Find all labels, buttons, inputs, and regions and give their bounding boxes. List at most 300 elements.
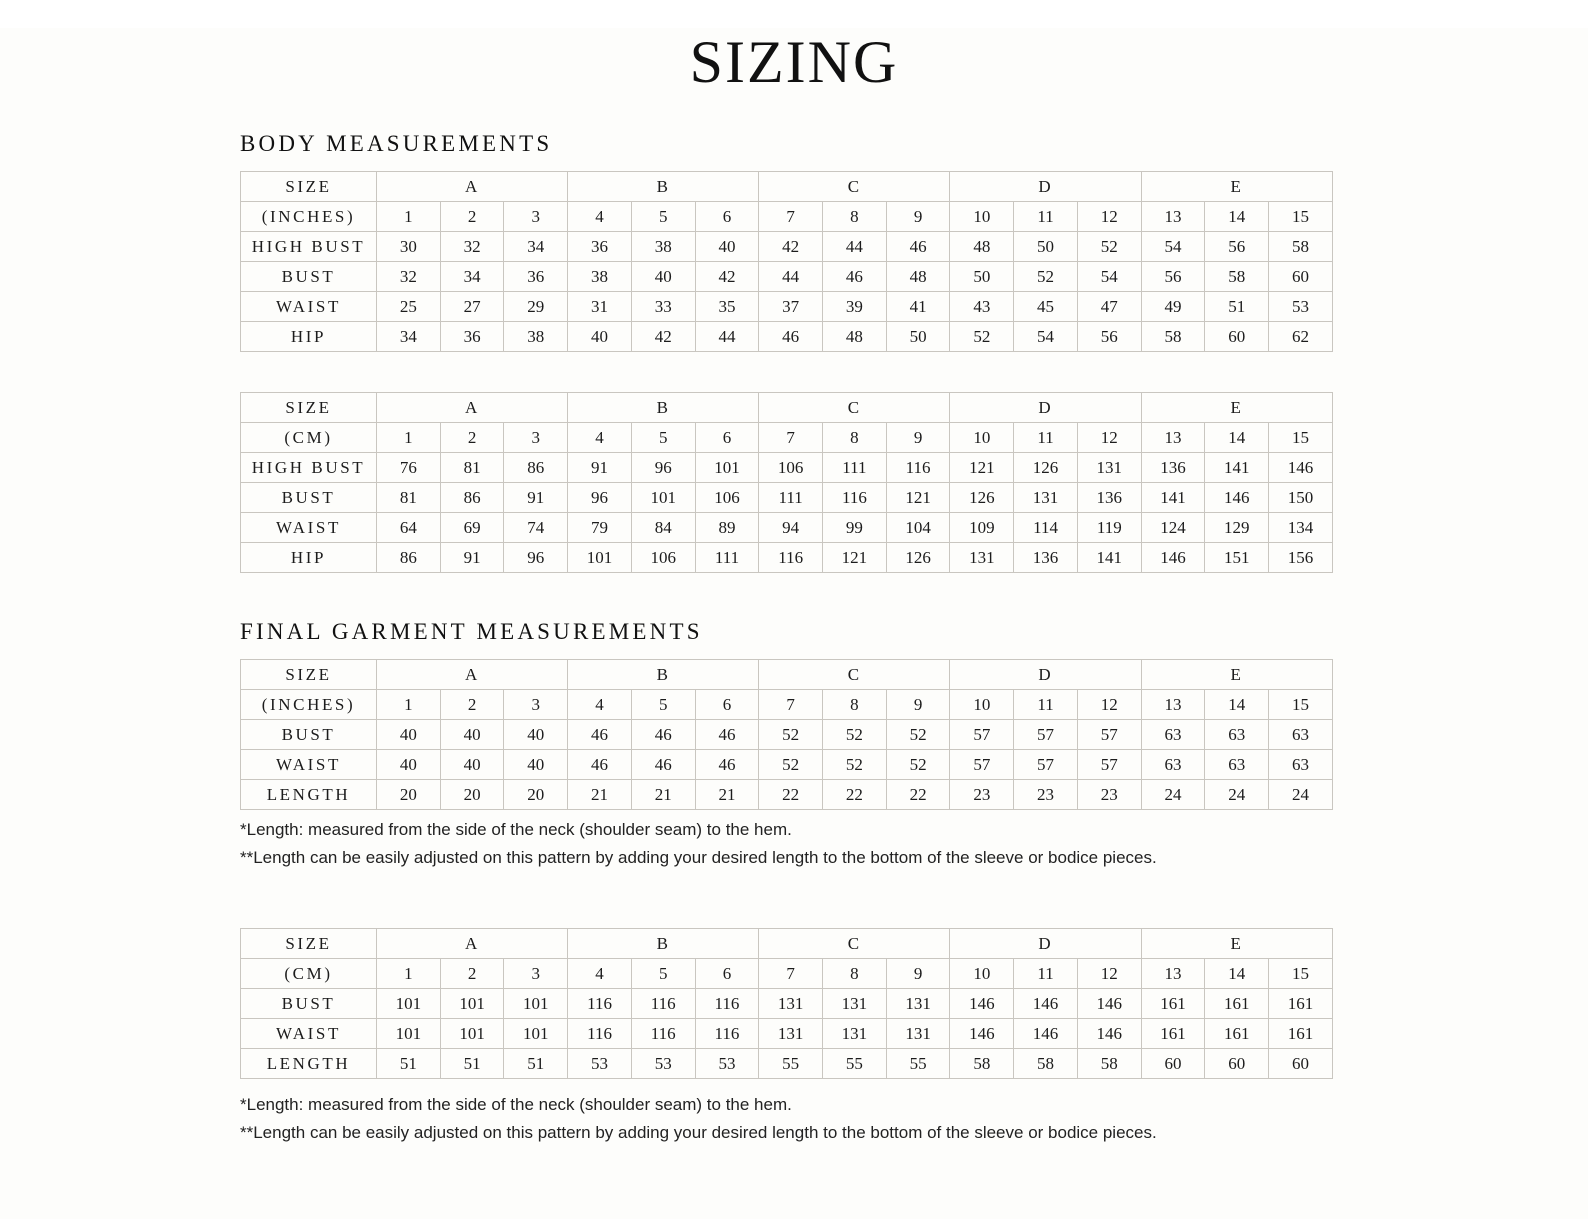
size-number-cell: 1 xyxy=(377,202,441,232)
group-header-cell: D xyxy=(950,172,1141,202)
measurement-value-cell: 58 xyxy=(950,1049,1014,1079)
measurement-value-cell: 58 xyxy=(1077,1049,1141,1079)
group-header-cell: C xyxy=(759,172,950,202)
size-number-cell: 5 xyxy=(631,423,695,453)
measurement-value-cell: 30 xyxy=(377,232,441,262)
measurement-value-cell: 54 xyxy=(1141,232,1205,262)
measurement-value-cell: 49 xyxy=(1141,292,1205,322)
measurement-value-cell: 23 xyxy=(1077,780,1141,810)
measurement-value-cell: 51 xyxy=(440,1049,504,1079)
measurement-value-cell: 64 xyxy=(377,513,441,543)
measurement-value-cell: 161 xyxy=(1141,989,1205,1019)
measurement-value-cell: 101 xyxy=(377,1019,441,1049)
measurement-value-cell: 52 xyxy=(823,750,887,780)
size-number-cell: 2 xyxy=(440,202,504,232)
measurement-value-cell: 22 xyxy=(759,780,823,810)
size-label-cell: SIZE xyxy=(241,393,377,423)
table-body-measurements-cm xyxy=(240,392,1333,573)
measurement-value-cell: 52 xyxy=(886,720,950,750)
measurement-value-cell: 161 xyxy=(1269,989,1333,1019)
table-row xyxy=(241,322,1333,352)
measurement-value-cell: 101 xyxy=(695,453,759,483)
measurement-value-cell: 91 xyxy=(504,483,568,513)
size-label-cell: SIZE xyxy=(241,660,377,690)
size-number-cell: 12 xyxy=(1077,202,1141,232)
unit-label-cell: (INCHES) xyxy=(241,690,377,720)
table-row xyxy=(241,453,1333,483)
measurement-value-cell: 146 xyxy=(1205,483,1269,513)
measurement-value-cell: 40 xyxy=(377,750,441,780)
measurement-value-cell: 99 xyxy=(823,513,887,543)
measurement-value-cell: 101 xyxy=(440,989,504,1019)
size-number-cell: 6 xyxy=(695,423,759,453)
measurement-value-cell: 161 xyxy=(1205,989,1269,1019)
table-final-garment-inches xyxy=(240,659,1333,810)
size-number-cell: 1 xyxy=(377,690,441,720)
measurement-value-cell: 116 xyxy=(886,453,950,483)
measurement-value-cell: 62 xyxy=(1269,322,1333,352)
size-number-cell: 10 xyxy=(950,202,1014,232)
measurement-value-cell: 38 xyxy=(631,232,695,262)
measurement-value-cell: 46 xyxy=(568,720,632,750)
table-row xyxy=(241,780,1333,810)
measurement-label-cell: BUST xyxy=(241,989,377,1019)
measurement-value-cell: 81 xyxy=(377,483,441,513)
measurement-value-cell: 126 xyxy=(886,543,950,573)
size-number-cell: 11 xyxy=(1014,690,1078,720)
measurement-value-cell: 136 xyxy=(1014,543,1078,573)
measurement-value-cell: 58 xyxy=(1014,1049,1078,1079)
measurement-value-cell: 33 xyxy=(631,292,695,322)
group-header-cell: B xyxy=(568,172,759,202)
measurement-value-cell: 36 xyxy=(568,232,632,262)
measurement-value-cell: 116 xyxy=(631,989,695,1019)
unit-label-cell: (INCHES) xyxy=(241,202,377,232)
measurement-value-cell: 111 xyxy=(759,483,823,513)
measurement-value-cell: 25 xyxy=(377,292,441,322)
size-number-cell: 13 xyxy=(1141,690,1205,720)
measurement-value-cell: 20 xyxy=(440,780,504,810)
size-number-cell: 8 xyxy=(823,959,887,989)
measurement-value-cell: 74 xyxy=(504,513,568,543)
group-header-cell: B xyxy=(568,393,759,423)
measurement-value-cell: 40 xyxy=(440,750,504,780)
table-row xyxy=(241,750,1333,780)
measurement-value-cell: 101 xyxy=(631,483,695,513)
measurement-value-cell: 40 xyxy=(504,720,568,750)
measurement-value-cell: 52 xyxy=(1014,262,1078,292)
table-header-row-sizes xyxy=(241,423,1333,453)
measurement-value-cell: 116 xyxy=(823,483,887,513)
size-number-cell: 8 xyxy=(823,423,887,453)
size-number-cell: 3 xyxy=(504,423,568,453)
measurement-value-cell: 31 xyxy=(568,292,632,322)
measurement-value-cell: 104 xyxy=(886,513,950,543)
measurement-value-cell: 131 xyxy=(950,543,1014,573)
measurement-value-cell: 161 xyxy=(1269,1019,1333,1049)
measurement-value-cell: 106 xyxy=(759,453,823,483)
measurement-value-cell: 111 xyxy=(823,453,887,483)
measurement-value-cell: 86 xyxy=(504,453,568,483)
measurement-value-cell: 42 xyxy=(631,322,695,352)
table-header-row-groups xyxy=(241,172,1333,202)
measurement-value-cell: 63 xyxy=(1205,720,1269,750)
measurement-label-cell: HIGH BUST xyxy=(241,232,377,262)
measurement-value-cell: 63 xyxy=(1205,750,1269,780)
table-header-row-sizes xyxy=(241,959,1333,989)
size-number-cell: 12 xyxy=(1077,423,1141,453)
measurement-label-cell: WAIST xyxy=(241,513,377,543)
measurement-value-cell: 21 xyxy=(631,780,695,810)
measurement-value-cell: 57 xyxy=(950,720,1014,750)
measurement-label-cell: BUST xyxy=(241,483,377,513)
measurement-value-cell: 53 xyxy=(631,1049,695,1079)
measurement-value-cell: 141 xyxy=(1141,483,1205,513)
measurement-value-cell: 69 xyxy=(440,513,504,543)
measurement-label-cell: LENGTH xyxy=(241,1049,377,1079)
measurement-value-cell: 96 xyxy=(631,453,695,483)
measurement-value-cell: 57 xyxy=(1077,750,1141,780)
note-length-inches-1: *Length: measured from the side of the neck (shoulder seam) to the hem. xyxy=(240,820,792,839)
size-number-cell: 8 xyxy=(823,202,887,232)
table-header-row-groups xyxy=(241,929,1333,959)
measurement-value-cell: 47 xyxy=(1077,292,1141,322)
size-number-cell: 3 xyxy=(504,690,568,720)
size-number-cell: 10 xyxy=(950,690,1014,720)
measurement-value-cell: 48 xyxy=(886,262,950,292)
measurement-value-cell: 52 xyxy=(759,750,823,780)
measurement-value-cell: 46 xyxy=(631,750,695,780)
measurement-value-cell: 38 xyxy=(568,262,632,292)
measurement-value-cell: 131 xyxy=(886,1019,950,1049)
measurement-label-cell: BUST xyxy=(241,262,377,292)
size-number-cell: 1 xyxy=(377,423,441,453)
measurement-value-cell: 156 xyxy=(1269,543,1333,573)
measurement-value-cell: 57 xyxy=(1077,720,1141,750)
measurement-value-cell: 76 xyxy=(377,453,441,483)
measurement-value-cell: 126 xyxy=(1014,453,1078,483)
size-number-cell: 4 xyxy=(568,959,632,989)
measurement-label-cell: WAIST xyxy=(241,750,377,780)
measurement-value-cell: 84 xyxy=(631,513,695,543)
table-row xyxy=(241,989,1333,1019)
measurement-value-cell: 45 xyxy=(1014,292,1078,322)
measurement-value-cell: 57 xyxy=(1014,750,1078,780)
table-wrap-body-cm xyxy=(240,392,1332,573)
size-number-cell: 11 xyxy=(1014,202,1078,232)
size-number-cell: 2 xyxy=(440,423,504,453)
size-number-cell: 15 xyxy=(1269,690,1333,720)
size-number-cell: 14 xyxy=(1205,959,1269,989)
measurement-value-cell: 131 xyxy=(759,989,823,1019)
measurement-value-cell: 121 xyxy=(823,543,887,573)
size-number-cell: 15 xyxy=(1269,202,1333,232)
size-number-cell: 10 xyxy=(950,423,1014,453)
measurement-value-cell: 101 xyxy=(440,1019,504,1049)
measurement-value-cell: 46 xyxy=(631,720,695,750)
measurement-value-cell: 22 xyxy=(823,780,887,810)
table-row xyxy=(241,1049,1333,1079)
size-number-cell: 6 xyxy=(695,202,759,232)
measurement-value-cell: 44 xyxy=(759,262,823,292)
measurement-value-cell: 42 xyxy=(759,232,823,262)
measurement-value-cell: 119 xyxy=(1077,513,1141,543)
measurement-value-cell: 54 xyxy=(1014,322,1078,352)
measurement-value-cell: 52 xyxy=(759,720,823,750)
measurement-value-cell: 40 xyxy=(377,720,441,750)
measurement-value-cell: 46 xyxy=(695,750,759,780)
measurement-value-cell: 136 xyxy=(1077,483,1141,513)
measurement-value-cell: 40 xyxy=(695,232,759,262)
size-number-cell: 13 xyxy=(1141,959,1205,989)
size-number-cell: 9 xyxy=(886,959,950,989)
measurement-value-cell: 116 xyxy=(695,1019,759,1049)
size-number-cell: 14 xyxy=(1205,690,1269,720)
measurement-value-cell: 27 xyxy=(440,292,504,322)
measurement-value-cell: 58 xyxy=(1205,262,1269,292)
measurement-value-cell: 40 xyxy=(440,720,504,750)
measurement-value-cell: 146 xyxy=(1014,989,1078,1019)
group-header-cell: E xyxy=(1141,660,1332,690)
size-number-cell: 6 xyxy=(695,690,759,720)
measurement-value-cell: 146 xyxy=(950,1019,1014,1049)
measurement-value-cell: 29 xyxy=(504,292,568,322)
measurement-value-cell: 44 xyxy=(695,322,759,352)
size-label-cell: SIZE xyxy=(241,929,377,959)
size-number-cell: 3 xyxy=(504,959,568,989)
size-number-cell: 15 xyxy=(1269,959,1333,989)
measurement-value-cell: 55 xyxy=(823,1049,887,1079)
measurement-value-cell: 52 xyxy=(1077,232,1141,262)
table-row xyxy=(241,720,1333,750)
size-number-cell: 11 xyxy=(1014,959,1078,989)
unit-label-cell: (CM) xyxy=(241,423,377,453)
measurement-value-cell: 121 xyxy=(950,453,1014,483)
group-header-cell: B xyxy=(568,660,759,690)
measurement-value-cell: 48 xyxy=(950,232,1014,262)
measurement-value-cell: 63 xyxy=(1141,720,1205,750)
size-number-cell: 7 xyxy=(759,202,823,232)
measurement-value-cell: 126 xyxy=(950,483,1014,513)
size-number-cell: 13 xyxy=(1141,202,1205,232)
measurement-label-cell: LENGTH xyxy=(241,780,377,810)
measurement-value-cell: 63 xyxy=(1269,750,1333,780)
measurement-value-cell: 60 xyxy=(1141,1049,1205,1079)
measurement-value-cell: 40 xyxy=(568,322,632,352)
table-row xyxy=(241,262,1333,292)
measurement-label-cell: HIP xyxy=(241,322,377,352)
size-number-cell: 11 xyxy=(1014,423,1078,453)
measurement-value-cell: 46 xyxy=(759,322,823,352)
measurement-value-cell: 79 xyxy=(568,513,632,543)
measurement-value-cell: 52 xyxy=(886,750,950,780)
measurement-value-cell: 51 xyxy=(1205,292,1269,322)
size-number-cell: 14 xyxy=(1205,423,1269,453)
size-number-cell: 14 xyxy=(1205,202,1269,232)
measurement-value-cell: 55 xyxy=(886,1049,950,1079)
table-header-row-groups xyxy=(241,660,1333,690)
measurement-value-cell: 91 xyxy=(440,543,504,573)
measurement-value-cell: 86 xyxy=(377,543,441,573)
table-row xyxy=(241,543,1333,573)
size-number-cell: 13 xyxy=(1141,423,1205,453)
measurement-value-cell: 23 xyxy=(950,780,1014,810)
measurement-value-cell: 101 xyxy=(568,543,632,573)
measurement-value-cell: 81 xyxy=(440,453,504,483)
size-number-cell: 5 xyxy=(631,690,695,720)
size-number-cell: 12 xyxy=(1077,959,1141,989)
group-header-cell: A xyxy=(377,172,568,202)
measurement-value-cell: 150 xyxy=(1269,483,1333,513)
measurement-label-cell: HIP xyxy=(241,543,377,573)
measurement-value-cell: 146 xyxy=(1269,453,1333,483)
section-heading-body-measurements: BODY MEASUREMENTS xyxy=(240,131,553,156)
unit-label-cell: (CM) xyxy=(241,959,377,989)
size-number-cell: 8 xyxy=(823,690,887,720)
measurement-value-cell: 46 xyxy=(886,232,950,262)
size-number-cell: 15 xyxy=(1269,423,1333,453)
measurement-value-cell: 141 xyxy=(1077,543,1141,573)
measurement-value-cell: 44 xyxy=(823,232,887,262)
size-number-cell: 2 xyxy=(440,690,504,720)
note-length-inches-2: **Length can be easily adjusted on this pattern by adding your desired length to the bottom of the sleeve or bodice pieces. xyxy=(240,848,1157,868)
group-header-cell: B xyxy=(568,929,759,959)
size-number-cell: 9 xyxy=(886,423,950,453)
measurement-value-cell: 51 xyxy=(377,1049,441,1079)
measurement-value-cell: 38 xyxy=(504,322,568,352)
measurement-value-cell: 34 xyxy=(440,262,504,292)
measurement-value-cell: 114 xyxy=(1014,513,1078,543)
table-body-measurements-inches xyxy=(240,171,1333,352)
measurement-value-cell: 63 xyxy=(1141,750,1205,780)
table-header-row-sizes xyxy=(241,690,1333,720)
measurement-value-cell: 146 xyxy=(1077,989,1141,1019)
measurement-value-cell: 35 xyxy=(695,292,759,322)
measurement-value-cell: 106 xyxy=(631,543,695,573)
measurement-value-cell: 60 xyxy=(1269,1049,1333,1079)
measurement-value-cell: 39 xyxy=(823,292,887,322)
measurement-value-cell: 96 xyxy=(568,483,632,513)
size-number-cell: 5 xyxy=(631,959,695,989)
measurement-value-cell: 46 xyxy=(695,720,759,750)
measurement-value-cell: 43 xyxy=(950,292,1014,322)
measurement-value-cell: 40 xyxy=(631,262,695,292)
table-final-garment-cm xyxy=(240,928,1333,1079)
size-number-cell: 7 xyxy=(759,423,823,453)
measurement-value-cell: 34 xyxy=(504,232,568,262)
measurement-value-cell: 57 xyxy=(950,750,1014,780)
measurement-value-cell: 111 xyxy=(695,543,759,573)
measurement-value-cell: 53 xyxy=(568,1049,632,1079)
measurement-value-cell: 48 xyxy=(823,322,887,352)
table-row xyxy=(241,1019,1333,1049)
measurement-value-cell: 46 xyxy=(568,750,632,780)
table-wrap-body-inches xyxy=(240,171,1332,352)
note-length-cm-2: **Length can be easily adjusted on this pattern by adding your desired length to the bottom of the sleeve or bodice pieces. xyxy=(240,1123,1157,1143)
measurement-value-cell: 131 xyxy=(823,1019,887,1049)
size-number-cell: 6 xyxy=(695,959,759,989)
measurement-value-cell: 50 xyxy=(886,322,950,352)
measurement-value-cell: 41 xyxy=(886,292,950,322)
measurement-value-cell: 23 xyxy=(1014,780,1078,810)
measurement-value-cell: 124 xyxy=(1141,513,1205,543)
measurement-value-cell: 32 xyxy=(440,232,504,262)
size-number-cell: 9 xyxy=(886,690,950,720)
size-number-cell: 12 xyxy=(1077,690,1141,720)
measurement-value-cell: 36 xyxy=(440,322,504,352)
group-header-cell: E xyxy=(1141,929,1332,959)
measurement-value-cell: 101 xyxy=(504,1019,568,1049)
measurement-value-cell: 24 xyxy=(1205,780,1269,810)
measurement-value-cell: 46 xyxy=(823,262,887,292)
measurement-value-cell: 63 xyxy=(1269,720,1333,750)
measurement-value-cell: 131 xyxy=(1077,453,1141,483)
measurement-value-cell: 121 xyxy=(886,483,950,513)
measurement-value-cell: 101 xyxy=(377,989,441,1019)
measurement-value-cell: 40 xyxy=(504,750,568,780)
table-header-row-groups xyxy=(241,393,1333,423)
measurement-label-cell: WAIST xyxy=(241,1019,377,1049)
measurement-value-cell: 37 xyxy=(759,292,823,322)
measurement-value-cell: 116 xyxy=(631,1019,695,1049)
measurement-value-cell: 55 xyxy=(759,1049,823,1079)
measurement-value-cell: 136 xyxy=(1141,453,1205,483)
size-number-cell: 3 xyxy=(504,202,568,232)
measurement-value-cell: 22 xyxy=(886,780,950,810)
measurement-value-cell: 146 xyxy=(1014,1019,1078,1049)
measurement-value-cell: 91 xyxy=(568,453,632,483)
measurement-value-cell: 21 xyxy=(695,780,759,810)
table-row xyxy=(241,292,1333,322)
measurement-value-cell: 146 xyxy=(1077,1019,1141,1049)
measurement-value-cell: 24 xyxy=(1269,780,1333,810)
measurement-value-cell: 58 xyxy=(1141,322,1205,352)
group-header-cell: C xyxy=(759,660,950,690)
table-row xyxy=(241,483,1333,513)
measurement-value-cell: 53 xyxy=(1269,292,1333,322)
measurement-value-cell: 161 xyxy=(1141,1019,1205,1049)
measurement-value-cell: 24 xyxy=(1141,780,1205,810)
size-number-cell: 4 xyxy=(568,423,632,453)
measurement-value-cell: 131 xyxy=(1014,483,1078,513)
page-title: SIZING xyxy=(689,29,899,95)
table-header-row-sizes xyxy=(241,202,1333,232)
measurement-value-cell: 52 xyxy=(950,322,1014,352)
size-number-cell: 10 xyxy=(950,959,1014,989)
group-header-cell: E xyxy=(1141,393,1332,423)
size-number-cell: 4 xyxy=(568,690,632,720)
size-number-cell: 4 xyxy=(568,202,632,232)
group-header-cell: A xyxy=(377,929,568,959)
table-row xyxy=(241,232,1333,262)
measurement-value-cell: 116 xyxy=(568,989,632,1019)
note-length-cm-1: *Length: measured from the side of the neck (shoulder seam) to the hem. xyxy=(240,1095,792,1115)
group-header-cell: A xyxy=(377,660,568,690)
table-wrap-garment-inches xyxy=(240,659,1332,810)
group-header-cell: D xyxy=(950,660,1141,690)
measurement-value-cell: 20 xyxy=(377,780,441,810)
measurement-value-cell: 34 xyxy=(377,322,441,352)
measurement-value-cell: 60 xyxy=(1205,1049,1269,1079)
measurement-value-cell: 96 xyxy=(504,543,568,573)
size-number-cell: 7 xyxy=(759,690,823,720)
measurement-value-cell: 131 xyxy=(823,989,887,1019)
measurement-value-cell: 116 xyxy=(695,989,759,1019)
measurement-value-cell: 53 xyxy=(695,1049,759,1079)
measurement-value-cell: 146 xyxy=(1141,543,1205,573)
section-heading-final-garment-measurements: FINAL GARMENT MEASUREMENTS xyxy=(240,619,703,644)
measurement-value-cell: 60 xyxy=(1269,262,1333,292)
